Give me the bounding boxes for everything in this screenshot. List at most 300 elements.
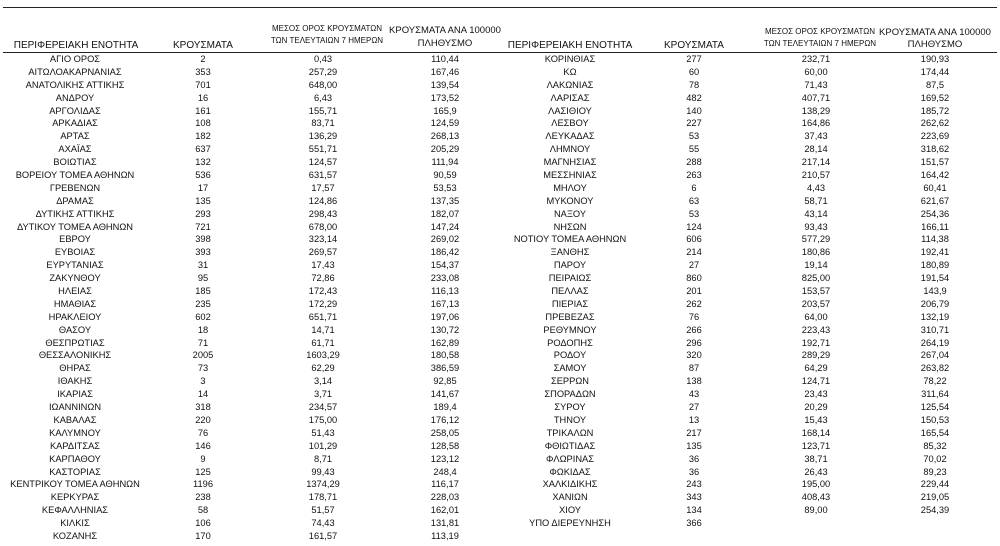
region-cell: ΜΑΓΝΗΣΙΑΣ [543,157,597,168]
avg7-cell: 17,57 [311,182,335,193]
per100k-cell: 132,19 [920,311,950,322]
per100k-cell: 125,54 [920,402,950,413]
per100k-cell: 162,01 [430,505,460,516]
region-cell: ΧΑΝΙΩΝ [552,492,588,503]
left-per100k-header-line2: ΠΛΗΘΥΣΜΟ [417,38,473,49]
avg7-cell: 164,86 [801,118,831,129]
region-cell: ΦΘΙΩΤΙΔΑΣ [544,440,596,451]
table-row [495,427,995,440]
region-cell: ΔΥΤΙΚΟΥ ΤΟΜΕΑ ΑΘΗΝΩΝ [16,221,134,232]
table-row [495,285,995,298]
left-per100k-header-line1: ΚΡΟΥΣΜΑΤΑ ΑΝΑ 100000 [389,25,501,36]
cases-cell: 293 [195,208,211,219]
per100k-cell: 128,58 [430,440,460,451]
avg7-cell: 15,43 [804,414,828,425]
avg7-cell: 0,43 [313,54,333,64]
per100k-cell: 164,42 [920,170,950,181]
cases-cell: 721 [195,221,211,232]
table-row [0,440,500,453]
per100k-cell: 223,69 [920,131,950,142]
per100k-cell: 167,46 [430,66,460,77]
avg7-cell: 58,71 [804,195,828,206]
cases-cell: 217 [686,427,702,438]
per100k-cell: 130,72 [430,324,460,335]
cases-cell: 637 [195,144,211,155]
right-avg7-header-line2: ΤΩΝ ΤΕΛΕΥΤΑΙΩΝ 7 ΗΜΕΡΩΝ [763,39,877,48]
per100k-cell: 248,4 [433,466,457,477]
cases-cell: 135 [686,440,702,451]
cases-cell: 14 [197,389,209,400]
avg7-cell: 257,29 [308,66,338,77]
cases-cell: 860 [686,273,702,284]
table-row [495,169,995,182]
table-row [0,221,500,234]
per100k-cell: 131,81 [430,518,460,529]
table-row [0,388,500,401]
table-row [0,156,500,169]
table-row [495,491,995,504]
right-avg7-header-line1: ΜΕΣΟΣ ΟΡΟΣ ΚΡΟΥΣΜΑΤΩΝ [764,27,876,36]
cases-cell: 17 [197,182,209,193]
region-cell: ΦΩΚΙΔΑΣ [549,466,591,477]
region-cell: ΑΝΔΡΟΥ [55,92,95,103]
right-table [495,53,995,530]
avg7-cell: 408,43 [801,492,831,503]
region-cell: ΘΑΣΟΥ [58,324,92,335]
cases-cell: 27 [688,260,700,271]
table-row [0,105,500,118]
per100k-cell: 268,13 [430,131,460,142]
cases-cell: 214 [686,247,702,258]
avg7-cell: 38,71 [804,453,828,464]
per100k-cell: 192,41 [920,247,950,258]
cases-cell: 536 [195,170,211,181]
per100k-cell: 267,04 [920,350,950,361]
region-cell: ΚΕΡΚΥΡΑΣ [50,492,100,503]
region-cell: ΚΩ [563,66,577,77]
region-cell: ΛΑΣΙΘΙΟΥ [548,105,592,116]
table-row [495,311,995,324]
region-cell: ΝΟΤΙΟΥ ΤΟΜΕΑ ΑΘΗΝΩΝ [513,234,627,245]
per100k-cell: 85,32 [923,440,947,451]
cases-cell: 76 [197,427,209,438]
region-cell: ΤΗΝΟΥ [553,414,587,425]
left-region-header: ΠΕΡΙΦΕΡΕΙΑΚΗ ΕΝΟΤΗΤΑ [13,40,139,51]
table-row [0,530,500,543]
cases-cell: 73 [197,363,209,374]
cases-cell: 2 [200,54,206,64]
region-cell: ΗΛΕΙΑΣ [58,286,92,297]
table-row [0,466,500,479]
avg7-cell: 83,71 [311,118,335,129]
region-cell: ΜΕΣΣΗΝΙΑΣ [543,170,597,181]
avg7-cell: 89,00 [804,505,828,516]
table-row [495,92,995,105]
per100k-cell: 254,39 [920,505,950,516]
cases-cell: 296 [686,337,702,348]
per100k-cell: 182,07 [430,208,460,219]
region-cell: ΗΜΑΘΙΑΣ [53,298,97,309]
table-row [0,182,500,195]
per100k-cell: 167,13 [430,298,460,309]
region-cell: ΡΟΔΟΠΗΣ [547,337,593,348]
avg7-cell: 6,43 [313,92,333,103]
cases-cell: 146 [195,440,211,451]
avg7-cell: 14,71 [311,324,335,335]
cases-cell: 161 [195,105,211,116]
per100k-cell: 173,52 [430,92,460,103]
cases-cell: 13 [688,414,700,425]
region-cell: ΕΥΒΟΙΑΣ [54,247,96,258]
avg7-cell: 99,43 [311,466,335,477]
cases-cell: 482 [686,92,702,103]
avg7-cell: 195,00 [801,479,831,490]
avg7-cell: 153,57 [801,286,831,297]
per100k-cell: 262,62 [920,118,950,129]
table-row [495,233,995,246]
table-row [0,362,500,375]
avg7-cell: 161,57 [308,530,338,541]
avg7-cell: 23,43 [804,389,828,400]
table-row [495,130,995,143]
region-cell: ΠΑΡΟΥ [553,260,587,271]
cases-cell: 2005 [192,350,214,361]
cases-cell: 132 [195,157,211,168]
table-row [0,208,500,221]
cases-cell: 43 [688,389,700,400]
per100k-cell: 143,9 [923,286,947,297]
table-row [495,362,995,375]
per100k-cell: 162,89 [430,337,460,348]
cases-cell: 106 [195,518,211,529]
region-cell: ΣΠΟΡΑΔΩΝ [544,389,596,400]
avg7-cell: 8,71 [313,453,333,464]
cases-cell: 235 [195,298,211,309]
per100k-cell: 110,44 [431,54,459,64]
region-cell: ΙΚΑΡΙΑΣ [57,389,93,400]
table-row [0,453,500,466]
table-row [495,208,995,221]
table-row [0,311,500,324]
avg7-cell: 138,29 [801,105,831,116]
per100k-cell: 185,72 [920,105,950,116]
per100k-cell: 176,12 [430,414,460,425]
table-row [495,349,995,362]
per100k-cell: 264,19 [920,337,950,348]
cases-cell: 140 [686,105,702,116]
per100k-cell: 233,08 [430,273,460,284]
region-cell: ΛΕΥΚΑΔΑΣ [545,131,595,142]
cases-cell: 243 [686,479,702,490]
cases-cell: 60 [688,66,700,77]
avg7-cell: 1603,29 [306,350,340,361]
region-cell: ΚΑΣΤΟΡΙΑΣ [49,466,101,477]
avg7-cell: 124,71 [801,376,831,387]
per100k-cell: 116,13 [431,286,459,297]
region-cell: ΛΑΡΙΣΑΣ [550,92,590,103]
cases-cell: 53 [688,131,700,142]
avg7-cell: 551,71 [308,144,338,155]
table-row [0,66,500,79]
region-cell: ΜΥΚΟΝΟΥ [546,195,594,206]
region-cell: ΖΑΚΥΝΘΟΥ [49,273,101,284]
table-row [0,298,500,311]
table-row [0,117,500,130]
region-cell: ΠΕΙΡΑΙΩΣ [548,273,592,284]
cases-cell: 185 [195,286,211,297]
per100k-cell: 169,52 [920,92,950,103]
cases-cell: 201 [686,286,702,297]
region-cell: ΛΕΣΒΟΥ [551,118,589,129]
avg7-cell: 269,57 [308,247,338,258]
region-cell: ΠΕΛΛΑΣ [551,286,589,297]
avg7-cell: 203,57 [801,298,831,309]
avg7-cell: 43,14 [804,208,828,219]
cases-cell: 138 [686,376,702,387]
cases-cell: 398 [195,234,211,245]
avg7-cell: 64,00 [804,311,828,322]
cases-cell: 353 [195,66,211,77]
per100k-cell: 123,12 [430,453,460,464]
cases-cell: 238 [195,492,211,503]
left-table [0,53,500,543]
per100k-cell: 219,05 [920,492,950,503]
avg7-cell: 20,29 [804,402,828,413]
table-row [0,478,500,491]
avg7-cell: 178,71 [308,492,338,503]
avg7-cell: 651,71 [308,311,338,322]
table-row [0,427,500,440]
per100k-cell: 228,03 [430,492,460,503]
per100k-cell: 92,85 [433,376,457,387]
region-cell: ΚΟΡΙΝΘΙΑΣ [544,54,596,64]
per100k-cell: 258,05 [430,427,460,438]
cases-cell: 55 [688,144,700,155]
region-cell: ΕΥΡΥΤΑΝΙΑΣ [46,260,104,271]
per100k-cell: 229,44 [920,479,950,490]
region-cell: ΛΑΚΩΝΙΑΣ [546,79,594,90]
region-cell: ΑΝΑΤΟΛΙΚΗΣ ΑΤΤΙΚΗΣ [25,79,125,90]
left-avg7-header-line1: ΜΕΣΟΣ ΟΡΟΣ ΚΡΟΥΣΜΑΤΩΝ [271,24,383,33]
table-row [495,221,995,234]
per100k-cell: 53,53 [433,182,457,193]
avg7-cell: 577,29 [801,234,831,245]
region-cell: ΚΑΡΔΙΤΣΑΣ [49,440,101,451]
table-row [495,182,995,195]
cases-cell: 36 [688,453,700,464]
table-row [495,246,995,259]
cases-cell: 78 [688,79,700,90]
cases-cell: 170 [195,530,211,541]
table-row [495,375,995,388]
table-row [0,272,500,285]
table-row [495,298,995,311]
table-row [495,259,995,272]
avg7-cell: 26,43 [804,466,828,477]
cases-cell: 71 [197,337,209,348]
per100k-cell: 165,54 [920,427,950,438]
per100k-cell: 141,67 [430,389,460,400]
cases-cell: 108 [195,118,211,129]
avg7-cell: 136,29 [308,131,338,142]
avg7-cell: 210,57 [801,170,831,181]
region-cell: ΛΗΜΝΟΥ [549,144,591,155]
table-row [0,195,500,208]
cases-cell: 3 [200,376,206,387]
region-cell: ΒΟΡΕΙΟΥ ΤΟΜΕΑ ΑΘΗΝΩΝ [15,170,135,181]
per100k-cell: 165,9 [433,105,457,116]
avg7-cell: 64,29 [804,363,828,374]
right-cases-header: ΚΡΟΥΣΜΑΤΑ [664,40,724,51]
cases-cell: 262 [686,298,702,309]
region-cell: ΚΕΦΑΛΛΗΝΙΑΣ [41,505,109,516]
per100k-cell: 386,59 [430,363,460,374]
region-cell: ΘΕΣΠΡΩΤΙΑΣ [45,337,105,348]
avg7-cell: 234,57 [308,402,338,413]
table-row [495,440,995,453]
region-cell: ΚΙΛΚΙΣ [60,518,90,529]
cases-cell: 318 [195,402,211,413]
table-row [0,504,500,517]
avg7-cell: 175,00 [308,414,338,425]
table-row [0,233,500,246]
table-row [495,117,995,130]
top-rule [3,7,997,8]
cases-cell: 343 [686,492,702,503]
region-cell: ΣΕΡΡΩΝ [550,376,589,387]
cases-cell: 58 [197,505,209,516]
table-row [495,66,995,79]
avg7-cell: 172,29 [308,298,338,309]
table-row [495,466,995,479]
region-cell: ΒΟΙΩΤΙΑΣ [53,157,97,168]
per100k-cell: 60,41 [923,182,947,193]
table-row [0,337,500,350]
table-row [495,388,995,401]
region-cell: ΔΥΤΙΚΗΣ ΑΤΤΙΚΗΣ [35,208,115,219]
avg7-cell: 123,71 [801,440,831,451]
table-row [495,272,995,285]
region-cell: ΔΡΑΜΑΣ [56,195,94,206]
table-row [495,517,995,530]
table-row [0,349,500,362]
region-cell: ΑΙΤΩΛΟΑΚΑΡΝΑΝΙΑΣ [28,66,122,77]
avg7-cell: 298,43 [308,208,338,219]
avg7-cell: 93,43 [804,221,828,232]
region-cell: ΘΗΡΑΣ [59,363,91,374]
region-cell: ΧΑΛΚΙΔΙΚΗΣ [542,479,598,490]
cases-cell: 53 [688,208,700,219]
cases-cell: 134 [686,505,702,516]
region-cell: ΑΧΑΪΑΣ [58,144,92,155]
region-cell: ΧΙΟΥ [559,505,581,516]
per100k-cell: 113,19 [431,530,459,541]
table-row [495,504,995,517]
table-row [0,143,500,156]
table-row [495,143,995,156]
avg7-cell: 62,29 [311,363,335,374]
table-row [0,53,500,66]
avg7-cell: 124,57 [308,157,338,168]
cases-cell: 95 [197,273,209,284]
per100k-cell: 114,38 [921,234,949,245]
avg7-cell: 648,00 [308,79,338,90]
cases-cell: 125 [195,466,211,477]
table-row [0,92,500,105]
cases-cell: 606 [686,234,702,245]
region-cell: ΚΟΖΑΝΗΣ [52,530,98,541]
right-per100k-header-line2: ΠΛΗΘΥΣΜΟ [907,39,963,50]
left-avg7-header-line2: ΤΩΝ ΤΕΛΕΥΤΑΙΩΝ 7 ΗΜΕΡΩΝ [270,36,384,45]
cases-cell: 263 [686,170,702,181]
cases-cell: 320 [686,350,702,361]
region-cell: ΠΡΕΒΕΖΑΣ [545,311,595,322]
avg7-cell: 192,71 [801,337,831,348]
table-row [495,478,995,491]
per100k-cell: 116,17 [431,479,459,490]
region-cell: ΝΗΣΩΝ [553,221,587,232]
avg7-cell: 1374,29 [306,479,340,490]
region-cell: ΑΡΚΑΔΙΑΣ [52,118,98,129]
cases-cell: 1196 [193,479,213,490]
avg7-cell: 74,43 [311,518,335,529]
table-row [495,414,995,427]
per100k-cell: 87,5 [925,79,945,90]
region-cell: ΑΡΓΟΛΙΔΑΣ [49,105,101,116]
right-per100k-header-line1: ΚΡΟΥΣΜΑΤΑ ΑΝΑ 100000 [879,27,991,38]
avg7-cell: 223,43 [801,324,831,335]
cases-cell: 277 [686,54,702,64]
region-cell: ΥΠΟ ΔΙΕΡΕΥΝΗΣΗ [529,518,611,529]
table-row [0,79,500,92]
avg7-cell: 155,71 [308,105,338,116]
avg7-cell: 19,14 [804,260,828,271]
per100k-cell: 318,62 [920,144,950,155]
table-row [0,169,500,182]
avg7-cell: 217,14 [801,157,831,168]
per100k-cell: 197,06 [430,311,460,322]
region-cell: ΠΙΕΡΙΑΣ [551,298,589,309]
region-cell: ΙΘΑΚΗΣ [57,376,93,387]
table-row [495,156,995,169]
per100k-cell: 124,59 [430,118,460,129]
avg7-cell: 3,71 [313,389,333,400]
avg7-cell: 37,43 [804,131,828,142]
cases-cell: 63 [688,195,700,206]
avg7-cell: 71,43 [804,79,828,90]
per100k-cell: 180,58 [430,350,460,361]
avg7-cell: 124,86 [308,195,338,206]
region-cell: ΚΑΒΑΛΑΣ [53,414,97,425]
table-row [495,324,995,337]
avg7-cell: 72,86 [311,273,335,284]
avg7-cell: 28,14 [804,144,828,155]
cases-cell: 393 [195,247,211,258]
per100k-cell: 70,02 [923,453,947,464]
table-row [495,401,995,414]
cases-cell: 135 [195,195,211,206]
per100k-cell: 154,37 [430,260,460,271]
avg7-cell: 631,57 [308,170,338,181]
region-cell: ΑΡΤΑΣ [60,131,90,142]
avg7-cell: 60,00 [804,66,828,77]
region-cell: ΤΡΙΚΑΛΩΝ [546,427,594,438]
region-cell: ΙΩΑΝΝΙΝΩΝ [48,402,102,413]
avg7-cell: 51,57 [311,505,335,516]
per100k-cell: 150,53 [920,414,950,425]
region-cell: ΚΕΝΤΡΙΚΟΥ ΤΟΜΕΑ ΑΘΗΝΩΝ [10,479,140,490]
table-row [495,453,995,466]
